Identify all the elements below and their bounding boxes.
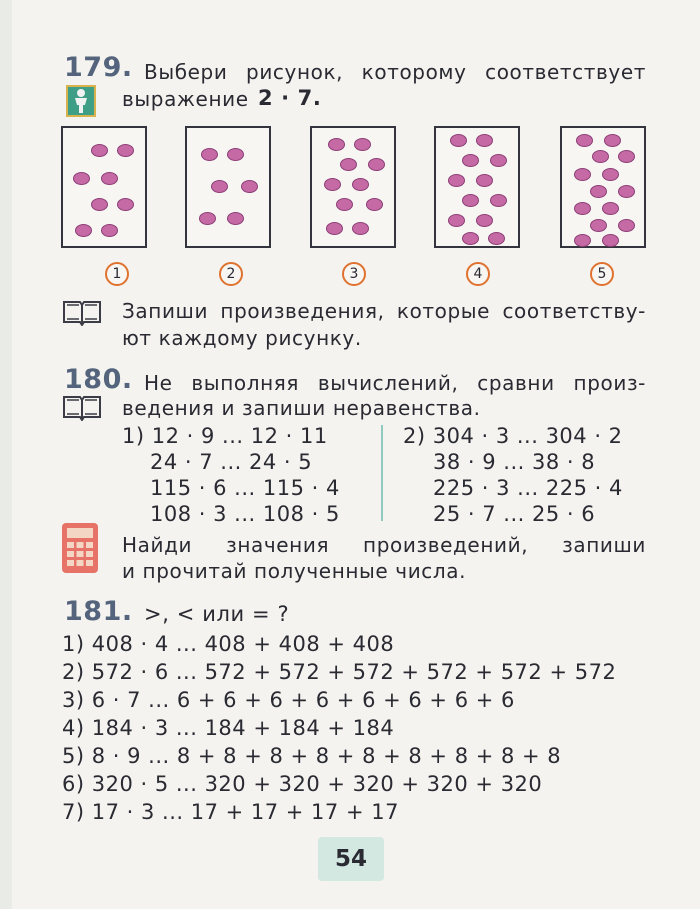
picture-5[interactable]: [560, 126, 646, 248]
task-181-item-4: 4) 184 · 3 ... 184 + 184 + 184: [62, 716, 395, 740]
dot: [476, 214, 493, 227]
dot: [448, 174, 465, 187]
task-181-number: 181.: [64, 596, 133, 627]
task-180-col1-row2: 24 · 7 ... 24 · 5: [150, 450, 313, 474]
task-181-item-2: 2) 572 · 6 ... 572 + 572 + 572 + 572 + 572 + 572: [62, 660, 617, 684]
dot: [199, 212, 216, 225]
dot: [462, 154, 479, 167]
dot: [604, 134, 621, 147]
task-180-col1-row1: 1) 12 · 9 ... 12 · 11: [122, 424, 328, 448]
dot: [73, 172, 90, 185]
dot: [488, 232, 505, 245]
picture-2[interactable]: [185, 126, 271, 248]
open-book-icon: [62, 393, 102, 421]
dot: [227, 148, 244, 161]
dot: [576, 134, 593, 147]
picture-4[interactable]: [434, 126, 520, 248]
dot: [602, 202, 619, 215]
dot: [574, 234, 591, 247]
dot: [328, 138, 345, 151]
dot: [574, 202, 591, 215]
dot: [462, 194, 479, 207]
dot: [75, 224, 92, 237]
task-180-col2-row2: 38 · 9 ... 38 · 8: [433, 450, 596, 474]
dot: [476, 174, 493, 187]
dot: [618, 219, 635, 232]
picture-2-label: 2: [219, 262, 243, 286]
task-180-number: 180.: [64, 364, 133, 395]
picture-1[interactable]: [61, 126, 147, 248]
task-181-item-6: 6) 320 · 5 ... 320 + 320 + 320 + 320 + 320: [62, 772, 543, 796]
dot: [91, 144, 108, 157]
dot: [448, 214, 465, 227]
open-book-icon: [62, 298, 102, 326]
dot: [490, 194, 507, 207]
dot: [101, 172, 118, 185]
dot: [590, 219, 607, 232]
dot: [462, 232, 479, 245]
dot: [368, 158, 385, 171]
task-180-col1-row4: 108 · 3 ... 108 · 5: [150, 502, 340, 526]
dot: [592, 150, 609, 163]
task-180-line1: Не выполняя вычислений, сравни произ-: [144, 371, 646, 395]
dot: [340, 158, 357, 171]
picture-4-label: 4: [466, 262, 490, 286]
task-181-item-7: 7) 17 · 3 ... 17 + 17 + 17 + 17: [62, 800, 399, 824]
task-180-col1-row3: 115 · 6 ... 115 · 4: [150, 476, 340, 500]
dot: [602, 168, 619, 181]
page-edge: [0, 0, 12, 909]
dot: [574, 168, 591, 181]
dot: [227, 212, 244, 225]
dot: [211, 180, 228, 193]
task-181-item-1: 1) 408 · 4 ... 408 + 408 + 408: [62, 632, 395, 656]
dot: [241, 180, 258, 193]
task-179-subtask-line2: ют каждому рисунку.: [122, 326, 362, 350]
task-179-subtask-line1: Запиши произведения, которые соответству-: [122, 299, 646, 323]
dot: [354, 138, 371, 151]
dot: [490, 154, 507, 167]
task-179-line2: выражение: [122, 87, 249, 111]
page-number: 54: [318, 837, 384, 881]
dot: [366, 198, 383, 211]
dot: [590, 185, 607, 198]
task-179-number: 179.: [64, 52, 133, 83]
dot: [336, 198, 353, 211]
dot: [352, 222, 369, 235]
picture-1-label: 1: [105, 262, 129, 286]
dot: [101, 224, 118, 237]
task-180-col2-row1: 2) 304 · 3 ... 304 · 2: [403, 424, 623, 448]
dot: [324, 178, 341, 191]
dot: [618, 185, 635, 198]
dot: [618, 150, 635, 163]
dot: [450, 134, 467, 147]
task-181-item-5: 5) 8 · 9 ... 8 + 8 + 8 + 8 + 8 + 8 + 8 + 8 + 8: [62, 744, 562, 768]
dot: [476, 134, 493, 147]
calculator-icon: [62, 523, 98, 573]
dot: [91, 198, 108, 211]
task-179-expression: 2 · 7.: [258, 86, 322, 110]
dot: [326, 222, 343, 235]
task-180-col2-row3: 225 · 3 ... 225 · 4: [433, 476, 623, 500]
dot: [352, 178, 369, 191]
picture-3[interactable]: [310, 126, 396, 248]
picture-5-label: 5: [590, 262, 614, 286]
dot: [201, 148, 218, 161]
column-divider: [381, 425, 383, 521]
picture-3-label: 3: [342, 262, 366, 286]
child-figure-icon: [66, 85, 96, 117]
task-181-question: >, < или = ?: [144, 602, 290, 626]
dot: [117, 144, 134, 157]
task-181-item-3: 3) 6 · 7 ... 6 + 6 + 6 + 6 + 6 + 6 + 6 + 6: [62, 688, 515, 712]
task-180-line2: ведения и запиши неравенства.: [122, 396, 481, 420]
dot: [117, 198, 134, 211]
task-180-extra-line2: и прочитай полученные числа.: [122, 559, 467, 583]
task-180-extra-line1: Найди значения произведений, запиши: [122, 533, 646, 557]
task-179-line1: Выбери рисунок, которому соответствует: [144, 60, 646, 84]
dot: [602, 234, 619, 247]
task-180-col2-row4: 25 · 7 ... 25 · 6: [433, 502, 596, 526]
